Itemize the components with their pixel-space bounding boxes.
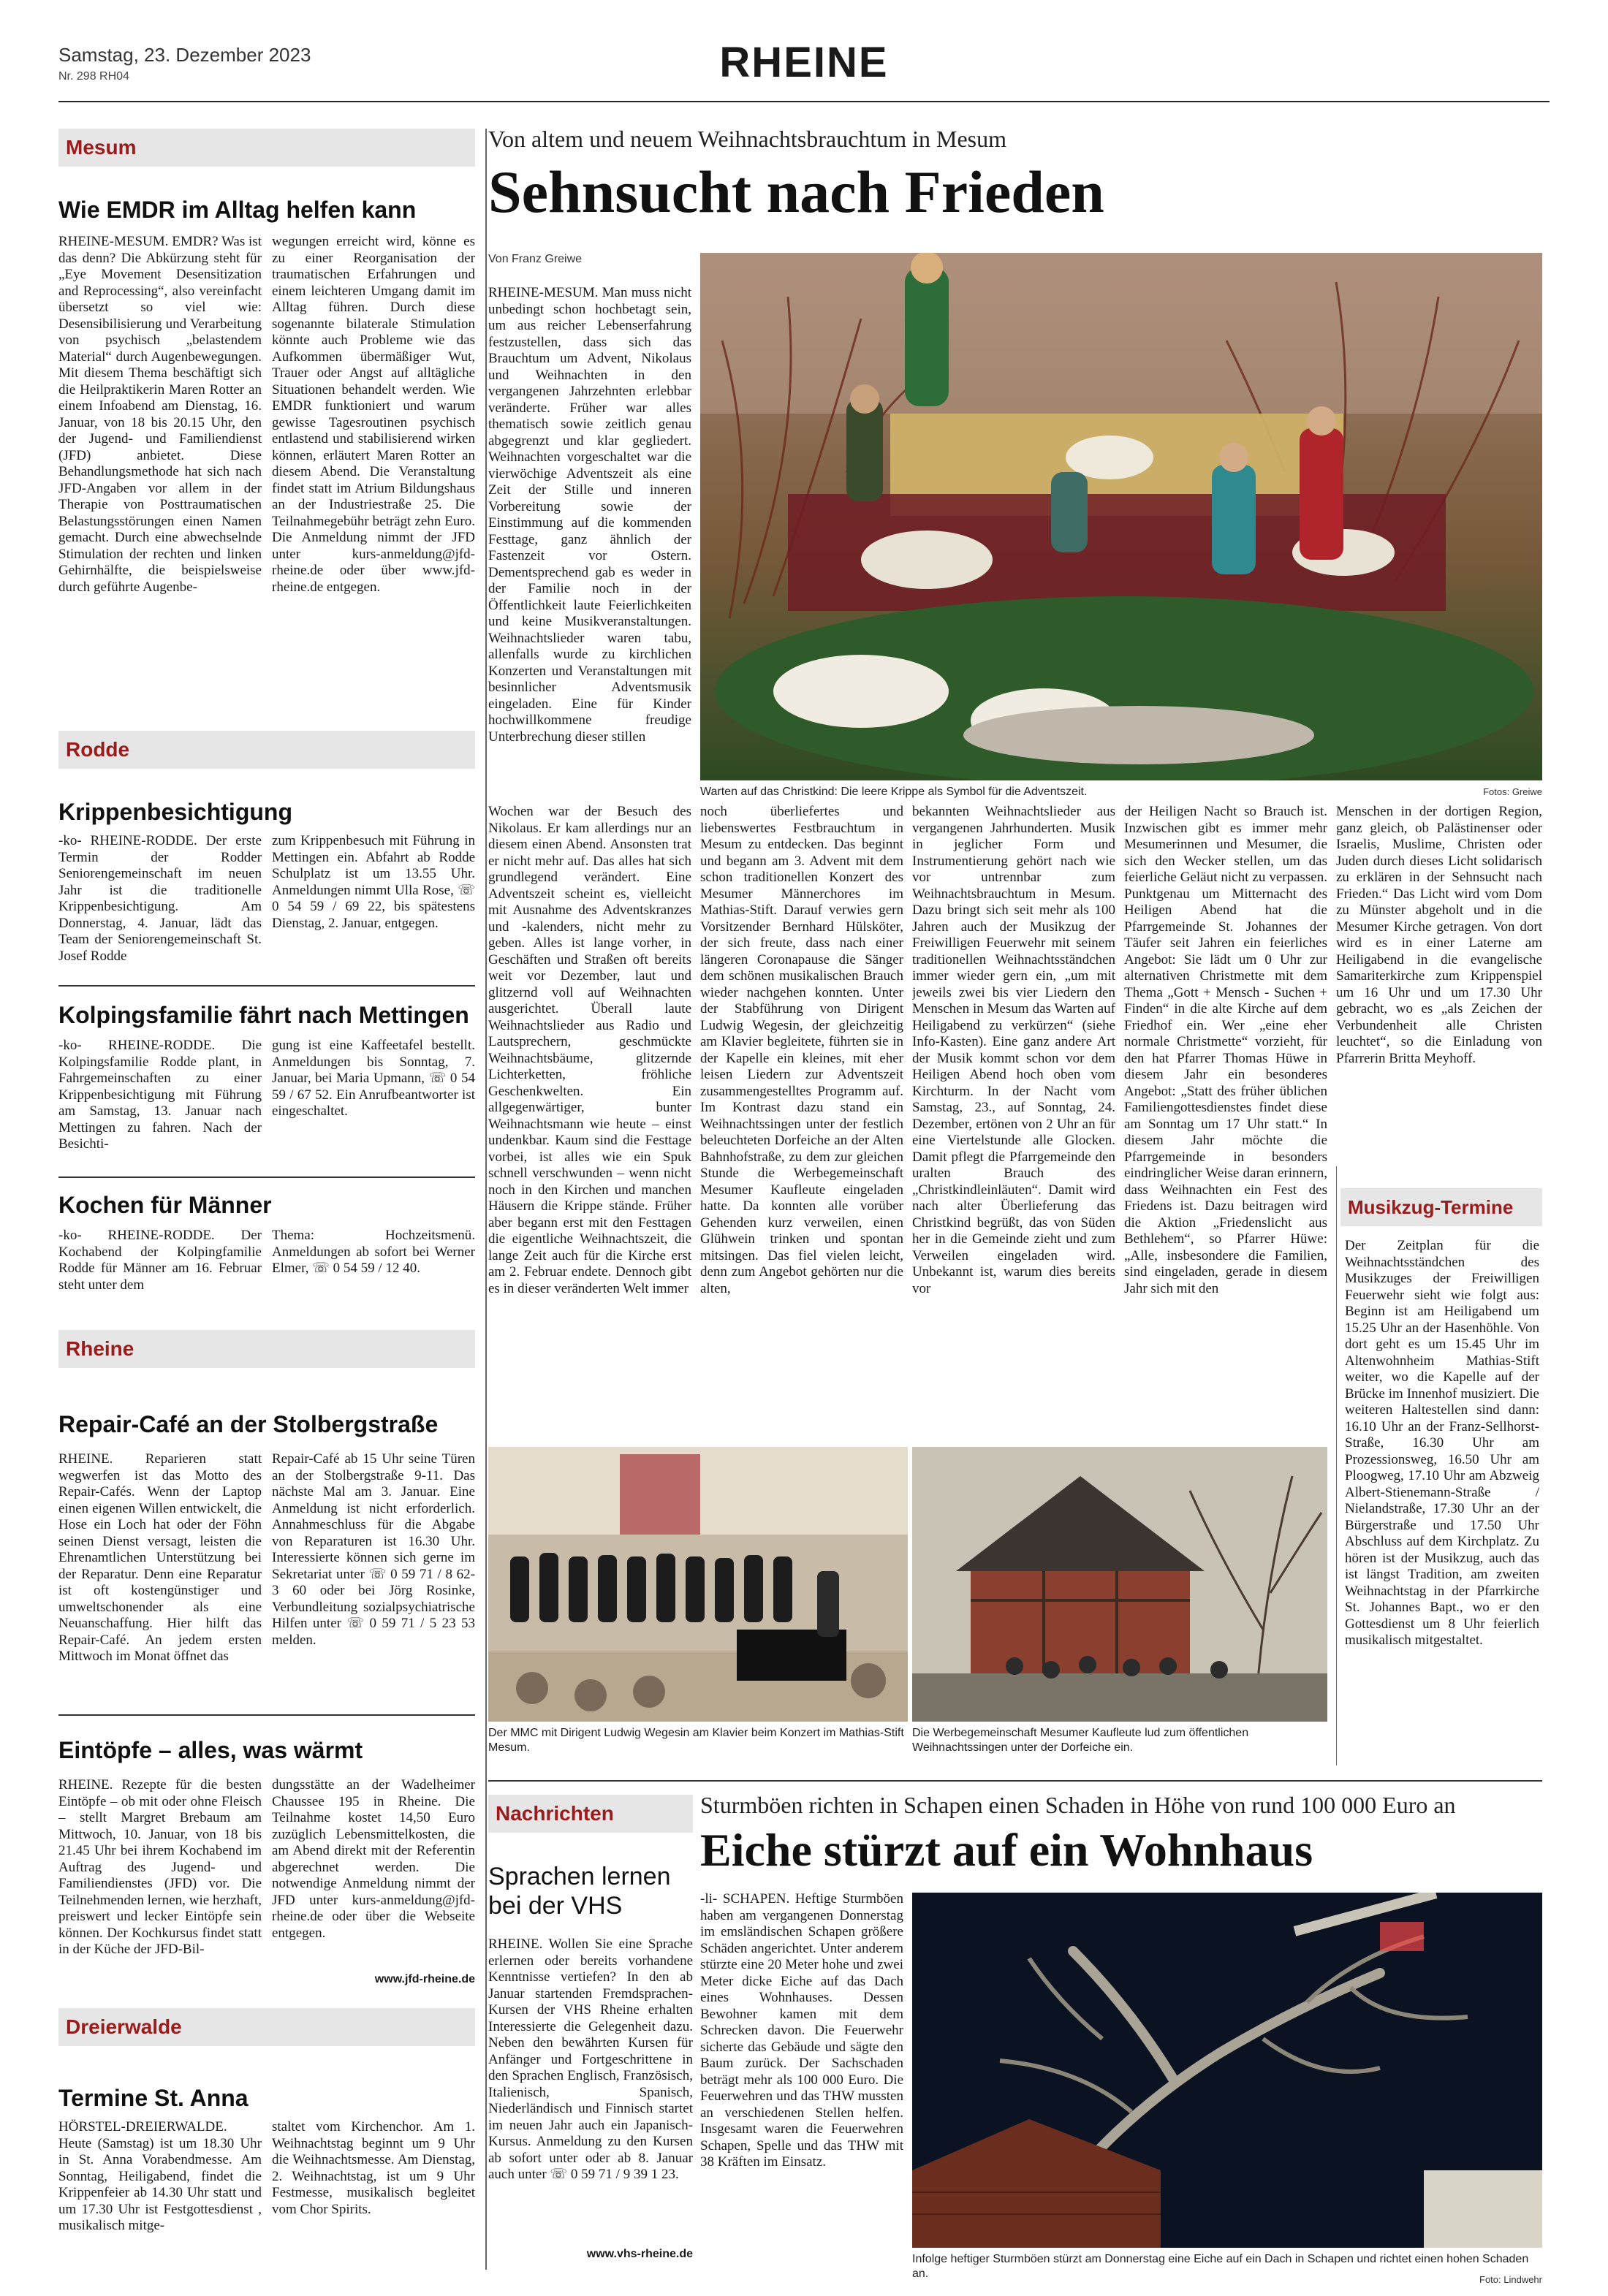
main-text-col1-top: RHEINE-MESUM. Man muss nicht unbedingt schon hochbetagt sein, um aus reicher Lebenserfahrung festzustellen, dass sich das Brauchtum um Advent, Nikolaus und Weihnachten in den vergangenen Jahrzehnten erlebbar veränderte. Früher war alles thematisch sowie zeitlich genau abgegrenzt und klar gegliedert. Weihnachten vorgeschaltet war die vierwöchige Adventszeit als eine Zeit der Stille und inneren Vorbereitung sowie der Einstimmung auf die kommenden Festtage, ganz ähnlich der Fastenzeit vor Ostern. Dementsprechend gab es weder in der Familie noch in der Öffentlichkeit laute Feierlichkeiten und keine Musikveranstaltungen. Weihnachtslieder waren tabu, allenfalls wurde zu kirchlichen Konzerten und Veranstaltungen mit besinnlicher Adventsmusik eingeladen. Eine für Kinder hochwillkommene freudige Unterbrechung dieser stillen bbox=[488, 285, 691, 745]
rodde-a3-col2: Thema: Hochzeitsmenü. Anmeldungen ab sofort bei Werner Elmer, ☏ 0 54 59 / 12 40. bbox=[272, 1228, 475, 1276]
vhs-headline: Sprachen lernen bei der VHS bbox=[488, 1863, 671, 1920]
dreierwalde-col1: HÖRSTEL-DREIERWALDE. Heute (Samstag) ist um 18.30 Uhr in St. Anna Vorabendmesse. Am Sonntag, Heiligabend, findet die Krippenfeier ab 14.30 Uhr statt und um 17.30 Uhr ist Festgottesdienst , musikalisch mitge- bbox=[58, 2119, 262, 2233]
choir-caption: Der MMC mit Dirigent Ludwig Wegesin am Klavier beim Konzert im Mathias-Stift Mesum. bbox=[488, 1727, 904, 1754]
rodde-a1-col2: zum Krippenbesuch mit Führung in Mettingen ein. Abfahrt ab Rodde Schulplatz ist um 13.55 Uhr. Anmeldungen nimmt Ulla Rose, ☏ 0 54 59 / 69 22, bis spätestens Dienstag, 2. Januar, entgegen. bbox=[272, 833, 475, 931]
rule bbox=[488, 1780, 1542, 1782]
vhs-url[interactable]: www.vhs-rheine.de bbox=[586, 2248, 693, 2260]
storm-headline: Eiche stürzt auf ein Wohnhaus bbox=[700, 1824, 1313, 1876]
rodde-a2-headline: Kolpingsfamilie fährt nach Mettingen bbox=[58, 1002, 469, 1028]
musikzug-title: Musikzug-Termine bbox=[1340, 1188, 1542, 1226]
page-title: RHEINE bbox=[719, 39, 889, 86]
main-text-col4: der Heiligen Nacht so Brauch ist. Inzwischen gibt es immer mehr Mesumerinnen und Mesumer, die sich den Wecker stellen, um das feierliche Geläut nicht zu verpassen. Punktgenau um Mitternacht des Heiligen Abend hat die Pfarrgemeinde St. Johannes der Täufer seit Jahren ein feierliches Angebot: Sie lädt um 0 Uhr zur alternativen Christmette mit dem Thema „Gott + Mensch - Suchen + Finden“ in die alte Kirche auf dem Friedhof ein. Wer „eine eher normale Christmette“ vorzieht, für den hat Pfarrer Thomas Hüwe in diesem Jahr ein besonderes Angebot: „Statt des früher üblichen Familiengottesdienstes findet diese am Sonntag um 17 Uhr statt.“ In diesem Jahr möchte die Pfarrgemeinde in besonders eindringlicher Weise daran erinnern, dass Weihnachten ein Fest des Friedens ist. Dazu beitragen wird die Aktion „Friedenslicht aus Bethlehem“, so Pfarrer Hüwe: „Alle, insbesondere die Familien, sind eingeladen, gerade in diesem Jahr sich mit den bbox=[1124, 804, 1327, 1296]
column-divider bbox=[485, 129, 487, 2270]
rodde-a1-col1: -ko- RHEINE-RODDE. Der erste Termin der Rodder Seniorengemeinschaft im neuen Jahr ist die traditionelle Krippenbesichtigung. Am Donnerstag, 4. Januar, lädt das Team der Seniorengemeinschaft St. Josef Rodde bbox=[58, 833, 262, 964]
main-text-col1-bottom: Wochen war der Besuch des Nikolaus. Er kam allerdings nur an diesem einen Abend. Ansonsten trat er nicht mehr auf. Das alles hat sich grundlegend verändert. Eine Adventszeit scheint es, vielleicht mit Ausnahme des Adventskranzes und -kalenders, nicht mehr zu geben. Alles ist lange vorher, in Geschäften und Straßen oft bereits weit vor Dezember, laut und glitzernd voll auf Weihnachten ausgerichtet. Überall laute Weihnachtslieder aus Radio und Lautsprechern, geschmückte Weihnachtsbäume, glitzernde Lichterketten, fröhliche Geschenkwelten. Ein allgegenwärtiger, bunter Weihnachtsmann wie heute – einst undenkbar. Kaum sind die Festtage vorbei, ist alles wie ein Spuk schnell verschwunden – wenn nicht noch in den Kirchen und manchen Häusern die Krippe stände. Früher aber begann erst mit den Festtagen die eigentliche Weihnachtszeit, die lange Zeit auch für die Kirche erst am 2. Februar endete. Dennoch gibt es in dieser veränderten Welt immer bbox=[488, 804, 691, 1296]
mesum-headline: Wie EMDR im Alltag helfen kann bbox=[58, 197, 417, 223]
rheine-a1-headline: Repair-Café an der Stolbergstraße bbox=[58, 1411, 439, 1437]
section-dreierwalde: Dreierwalde bbox=[58, 2008, 475, 2046]
rule bbox=[58, 985, 475, 987]
main-text-col3: bekannten Weihnachtslieder aus vergangenen Jahrhunderten. Musik in jeglicher Form und Instrumentierung gehört nach wie vor untrennbar zum Weihnachtsbrauchtum in Mesum. Dazu bringt sich seit mehr als 100 Jahren auch der Musikzug der Freiwilligen Feuerwehr mit seinem traditionellen Weihnachtsständchen immer wieder gern ein, „um mit jeweils zwei bis vier Liedern den Menschen in Mesum das Warten auf Heiligabend zu verkürzen“ (siehe Info-Kasten). Eine ganz andere Art der Musik kommt schon vor dem Heiligen Abend hoch oben vom Kirchturm. In der Nacht vom Samstag, 23., auf Sonntag, 24. Dezember, ertönen von 2 Uhr an für eine Viertelstunde alle Glocken. Damit pflegt die Pfarrgemeinde den uralten Brauch des „Christkindleinläuten“. Damit wird nach alter Überlieferung das Christkind begrüßt, das von Süden her in die Gemeinde zieht und zum Verweilen eingeladen wird. Unbekannt ist, warum dies bereits vor bbox=[912, 804, 1115, 1296]
section-rheine: Rheine bbox=[58, 1330, 475, 1368]
singing-illustration bbox=[912, 1447, 1327, 1722]
page-date: Samstag, 23. Dezember 2023 bbox=[58, 44, 311, 66]
storm-illustration bbox=[912, 1893, 1542, 2248]
storm-photo bbox=[912, 1893, 1542, 2248]
singing-photo bbox=[912, 1447, 1327, 1722]
rodde-a3-headline: Kochen für Männer bbox=[58, 1192, 272, 1218]
singing-caption: Die Werbegemeinschaft Mesumer Kaufleute lud zum öffentlichen Weihnachtssingen unter der Dorfeiche ein. bbox=[912, 1727, 1249, 1754]
rule bbox=[58, 1714, 475, 1716]
nativity-photo bbox=[700, 253, 1542, 780]
rheine-a1-col1: RHEINE. Reparieren statt wegwerfen ist das Motto des Repair-Cafés. Wenn der Laptop einen eigenen Willen entwickelt, die Hose ein Loch hat oder der Föhn seinen Dienst versagt, leisten die Ehrenamtlichen Unterstützung bei der Reparatur. Denn eine Reparatur ist oft kostengünstiger und umweltschonender als eine Neuanschaffung. Hier hilft das Repair-Café. An jedem ersten Mittwoch im Monat öffnet das bbox=[58, 1451, 262, 1664]
main-headline: Sehnsucht nach Frieden bbox=[488, 159, 1104, 225]
mesum-text-col1: RHEINE-MESUM. EMDR? Was ist das denn? Die Abkürzung steht für „Eye Movement Desensitization and Reprocessing“, also vereinfacht übersetzt so viel wie: Desensibilisierung und Verarbeitung von psychisch „belastendem Material“ durch Augenbewegungen. Mit diesem Thema beschäftigt sich die Heilpraktikerin Maren Rotter an einem Infoabend am Dienstag, 16. Januar, von 18 bis 20.15 Uhr, den der Jugend- und Familiendienst (JFD) anbietet. Diese Behandlungsmethode hat sich nach JFD-Angaben vor allem in der Therapie von Posttraumatischen Belastungsstörungen einen Namen gemacht. Durch eine abwechselnde Stimulation der rechten und linken Gehirnhälfte, die beispielsweise durch geführte Augenbe- bbox=[58, 234, 262, 595]
section-rodde: Rodde bbox=[58, 731, 475, 769]
mesum-text-col2: wegungen erreicht wird, könne es zu einer Reorganisation der traumatischen Erfahrungen und einem leichteren Umgang damit im Alltag führen. Durch diese sogenannte bilaterale Stimulation könnte auch Probleme wie das Aufkommen übermäßiger Wut, Trauer oder Angst auf alltägliche Situationen behandelt werden. Wie EMDR funktioniert und warum gewisse Tagesroutinen psychisch entlastend und stabilisierend wirken können, erläutert Maren Rotter an diesem Abend. Die Veranstaltung findet statt im Atrium Bildungshaus an der Industriestraße 25. Die Teilnahmegebühr beträgt zehn Euro. Die Anmeldung nimmt der JFD unter kurs-anmeldung@jfd-rheine.de oder über www.jfd-rheine.de entgegen. bbox=[272, 234, 475, 595]
jfd-url[interactable]: www.jfd-rheine.de bbox=[374, 1973, 475, 1985]
rodde-a3-col1: -ko- RHEINE-RODDE. Der Kochabend der Kolpingfamilie Rodde für Männer am 16. Februar steht unter dem bbox=[58, 1228, 262, 1293]
dreierwalde-col2: staltet vom Kirchenchor. Am 1. Weihnachtstag beginnt um 9 Uhr die Weihnachtsmesse. Am Dienstag, 2. Weihnachtstag, ist um 9 Uhr Festmesse, musikalisch begleitet vom Chor Spirits. bbox=[272, 2119, 475, 2217]
rheine-a2-col1: RHEINE. Rezepte für die besten Eintöpfe – ob mit oder ohne Fleisch – stellt Margret Brebaum am Mittwoch, 10. Januar, von 18 bis 21.45 Uhr bei ihrem Kochabend im Auftrag des Jugend- und Familiendienstes (JFD) vor. Die Teilnehmenden lernen, wie herzhaft, preiswert und lecker Eintöpfe sein können. Der Kochkursus findet statt in der Küche der JFD-Bil- bbox=[58, 1777, 262, 1957]
vhs-text: RHEINE. Wollen Sie eine Sprache erlernen oder bereits vorhandene Kenntnisse vertiefen? In den ab Januar startenden Fremdsprachen-Kursen der VHS Rheine erhalten Interessierte die Gelegenheit dazu. Neben den bewährten Kursen für Anfänger und Fortgeschrittene in den Sprachen Englisch, Französisch, Italienisch, Spanisch, Niederländisch und Finnisch startet im neuen Jahr auch ein Japanisch-Kursus. Anmeldung zu den Kursen ab sofort unter oder ab 8. Januar auch unter ☏ 0 59 71 / 9 39 1 23. bbox=[488, 1936, 693, 2182]
rodde-a1-headline: Krippenbesichtigung bbox=[58, 799, 292, 825]
rule bbox=[58, 1176, 475, 1178]
dreierwalde-headline: Termine St. Anna bbox=[58, 2085, 249, 2111]
main-byline: Von Franz Greiwe bbox=[488, 253, 583, 265]
rheine-a2-col2: dungsstätte an der Wadelheimer Chaussee 195 in Rheine. Die Teilnahme kostet 14,50 Euro zuzüglich Lebensmittelkosten, die am Abend direkt mit der Referentin abgerechnet werden. Die notwendige Anmeldung nimmt der JFD unter kurs-anmeldung@jfd-rheine.de oder über die Webseite entgegen. bbox=[272, 1777, 475, 1941]
nativity-credit: Fotos: Greiwe bbox=[1483, 786, 1542, 797]
rheine-a1-col2: Repair-Café ab 15 Uhr seine Türen an der Stolbergstraße 9-11. Das nächste Mal am 3. Januar. Eine Anmeldung ist nicht erforderlich. Annahmeschluss für die Abgabe von Reparaturen ist 16.30 Uhr. Interessierte können sich gerne im Sekretariat unter ☏ 0 59 71 / 8 62-3 60 oder bei Jörg Rosinke, Verbundleitung sozialpsychiatrische Hilfen unter ☏ 0 59 71 / 5 23 53 melden. bbox=[272, 1451, 475, 1648]
storm-caption: Infolge heftiger Sturmböen stürzt am Donnerstag eine Eiche auf ein Dach in Schapen und richtet einen hohen Schaden an. bbox=[912, 2253, 1529, 2280]
storm-text: -li- SCHAPEN. Heftige Sturmböen haben am vergangenen Donnerstag im emsländischen Schapen größere Schäden angerichtet. Unter anderem stürzte eine 20 Meter hohe und zwei Meter dicke Eiche auf das Dach eines Wohnhauses. Dessen Bewohner kamen mit dem Schrecken davon. Die Feuerwehr sicherte das Gebäude und sägte den Baum zurück. Der Sachschaden beträgt mehr als 100 000 Euro. Die Feuerwehren und das THW mussten an verschiedenen Stellen helfen. Insgesamt waren die Feuerwehren Schapen, Spelle und das THW mit 38 Kräften im Einsatz. bbox=[700, 1891, 903, 2170]
rodde-a2-col1: -ko- RHEINE-RODDE. Die Kolpingsfamilie Rodde plant, in Fahrgemeinschaften zu einer Krippenbesichtigung mit Führung am Samstag, 13. Januar nach Mettingen zu fahren. Nach der Besichti- bbox=[58, 1038, 262, 1152]
main-text-col2: noch überliefertes und liebenswertes Festbrauchtum in Mesum zu entdecken. Das beginnt und begann am 3. Advent mit dem schon traditionellen Konzert des Mesumer Männerchores im Mathias-Stift. Darauf verwies gern Vorsitzender Bernhard Hülsköter, der sich freute, dass nach einer längeren Coronapause die Sänger dem schönen musikalischen Brauch wieder nachgehen konnten. Unter der Stabführung von Dirigent Ludwig Wegesin, der gleichzeitig am Klavier begleitete, führten sie in der Kapelle ein kleines, mit eher leisen Liedern zur Adventszeit zusammengestelltes Programm auf. Im Kontrast dazu stand ein Weihnachtssingen unter der festlich beleuchteten Dorfeiche an der Alten Bahnhofstraße, zu dem zur gleichen Stunde die Werbegemeinschaft Mesumer Kaufleute eingeladen hatte. Da konnten alle vorüber Gehenden kurz verweilen, einen Glühwein trinken und spontan mitsingen. Das fiel vielen leicht, denn zum Angebot gehörten nur die alten, bbox=[700, 804, 903, 1296]
main-text-col5: Menschen in der dortigen Region, ganz gleich, ob Palästinenser oder Israelis, Muslime, Christen oder Juden durch dieses Licht solidarisch zu erklären in der Sehnsucht nach Frieden.“ Das Licht wird vom Dom zu Münster abgeholt und in die Mesumer Kirche getragen. Von dort wird es in einer Laterne am Heiligabend in die evangelische Samariterkirche zum Krippenspiel um 16 Uhr und um 17.30 Uhr gebracht, wo es „als Zeichen der Verbundenheit alle Christen leuchtet“, so die Einladung von Pfarrerin Britta Meyhoff. bbox=[1336, 804, 1542, 1066]
storm-credit: Foto: Lindwehr bbox=[1479, 2274, 1542, 2285]
main-kicker: Von altem und neuem Weihnachtsbrauchtum in Mesum bbox=[488, 126, 1006, 152]
section-mesum: Mesum bbox=[58, 129, 475, 167]
storm-kicker: Sturmböen richten in Schapen einen Schaden in Höhe von rund 100 000 Euro an bbox=[700, 1792, 1456, 1818]
rodde-a2-col2: gung ist eine Kaffeetafel bestellt. Anmeldungen bis Sonntag, 7. Januar, bei Maria Upmann, ☏ 0 54 59 / 67 52. Ein Anrufbeantworter ist eingeschaltet. bbox=[272, 1038, 475, 1119]
musikzug-text: Der Zeitplan für die Weihnachtsständchen des Musikzuges der Freiwilligen Feuerwehr sieht wie folgt aus: Beginn ist am Heiligabend um 15.25 Uhr an der Hasenhöhle. Von dort geht es um 15.45 Uhr im Altenwohnheim Mathias-Stift weiter, wo die Kapelle auf der Brücke im Innenhof musiziert. Die weiteren Haltestellen sind dann: 16.10 Uhr an der Franz-Sellhorst-Straße, 16.30 Uhr am Prozessionsweg, 16.50 Uhr am Ploogweg, 17.10 Uhr am Abzweig Albert-Stienemann-Straße / Nielandstraße, 17.30 Uhr an der Bürgerstraße und 17.50 Uhr Abschluss auf dem Kirchplatz. Zu hören ist der Musikzug, auch das ist längst Tradition, am zweiten Weihnachtstag in der Pfarrkirche St. Johannes Bapt., wo er den Gottesdienst um 8 Uhr feierlich musikalisch mitgestaltet. bbox=[1345, 1238, 1539, 1648]
choir-illustration bbox=[488, 1447, 908, 1722]
rheine-a2-headline: Eintöpfe – alles, was wärmt bbox=[58, 1737, 363, 1763]
nativity-illustration bbox=[700, 253, 1542, 780]
choir-photo bbox=[488, 1447, 908, 1722]
header-rule bbox=[58, 101, 1550, 102]
nativity-caption: Warten auf das Christkind: Die leere Krippe als Symbol für die Adventszeit. bbox=[700, 786, 1088, 798]
issue-number: Nr. 298 RH04 bbox=[58, 70, 129, 83]
section-nachrichten: Nachrichten bbox=[488, 1795, 693, 1833]
